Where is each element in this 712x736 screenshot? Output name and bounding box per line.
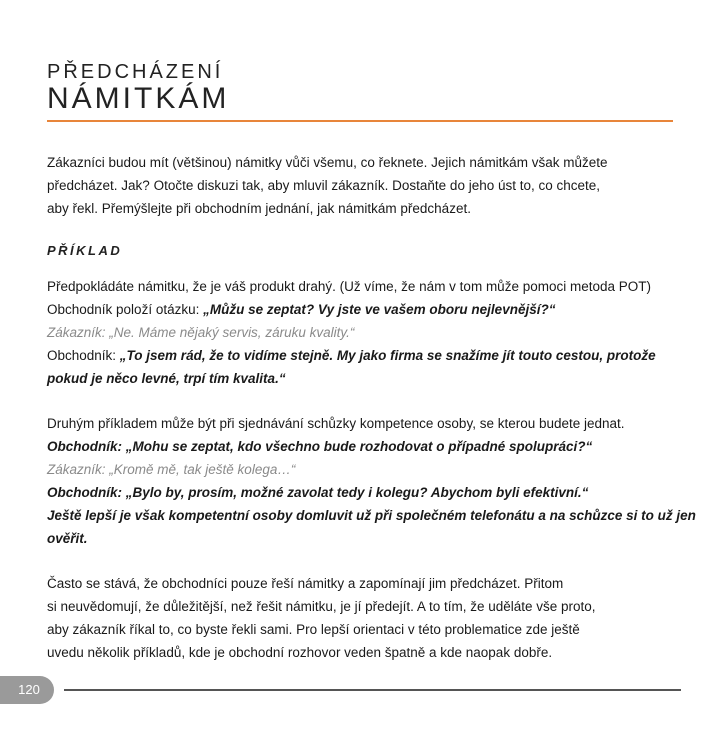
example-1 [47,275,677,390]
example-2-tip: Ještě lepší je však kompetentní osoby domluvit už při společném telefonátu a na schůzce si to už jen [47,508,696,523]
footer-rule [64,689,681,691]
intro-paragraph [47,151,677,220]
closing-line: Často se stává, že obchodníci pouze řeší námitky a zapomínají jim předcházet. Přitom [47,576,564,591]
example-2-tip-cont: ověřit. [47,531,88,546]
example-2-intro: Druhým příkladem může být při sjednávání schůzky kompetence osoby, se kterou budete jednat. [47,416,625,431]
example-2-customer-reply: Zákazník: „Kromě mě, tak ještě kolega…“ [47,462,296,477]
example-1-question-prefix: Obchodník položí otázku: [47,302,204,317]
intro-line: Zákazníci budou mít (většinou) námitky vůči všemu, co řeknete. Jejich námitkám však můžete [47,155,608,170]
page-title-line2: NÁMITKÁM [47,82,230,115]
example-heading: PŘÍKLAD [47,243,123,258]
closing-line: aby zákazník říkal to, co byste řekli sami. Pro lepší orientaci v této problematice zde ještě [47,622,580,637]
example-1-seller-text: „To jsem rád, že to vidíme stejně. My jako firma se snažíme jít touto cestou, protože [119,348,656,363]
closing-line: uvedu několik příkladů, kde je obchodní rozhovor veden špatně a kde naopak dobře. [47,645,553,660]
example-1-seller-text-cont: pokud je něco levné, trpí tím kvalita.“ [47,371,286,386]
page-number: 120 [0,676,54,704]
example-1-question: „Můžu se zeptat? Vy jste ve vašem oboru nejlevnější?“ [203,302,556,317]
intro-line: aby řekl. Přemýšlejte při obchodním jednání, jak námitkám předcházet. [47,201,471,216]
example-1-intro: Předpokládáte námitku, že je váš produkt drahý. (Už víme, že nám v tom může pomoci metoda POT) [47,279,651,294]
intro-line: předcházet. Jak? Otočte diskuzi tak, aby mluvil zákazník. Dostaňte do jeho úst to, co chcete, [47,178,601,193]
page-title-line1: PŘEDCHÁZENÍ [47,61,224,83]
closing-paragraph [47,572,677,664]
example-1-question-line [47,298,677,321]
title-underline [47,120,673,122]
example-2-seller-question: Obchodník: „Mohu se zeptat, kdo všechno bude rozhodovat o případné spolupráci?“ [47,439,593,454]
example-1-customer-reply: Zákazník: „Ne. Máme nějaký servis, záruku kvality.“ [47,325,355,340]
example-2-seller-reply: Obchodník: „Bylo by, prosím, možné zavolat tedy i kolegu? Abychom byli efektivní.“ [47,485,589,500]
example-1-seller-prefix: Obchodník: [47,348,120,363]
example-2 [47,412,696,550]
closing-line: si neuvědomují, že důležitější, než řešit námitku, je jí předejít. A to tím, že uděláte vše proto, [47,599,596,614]
example-1-seller-reply [47,344,677,367]
